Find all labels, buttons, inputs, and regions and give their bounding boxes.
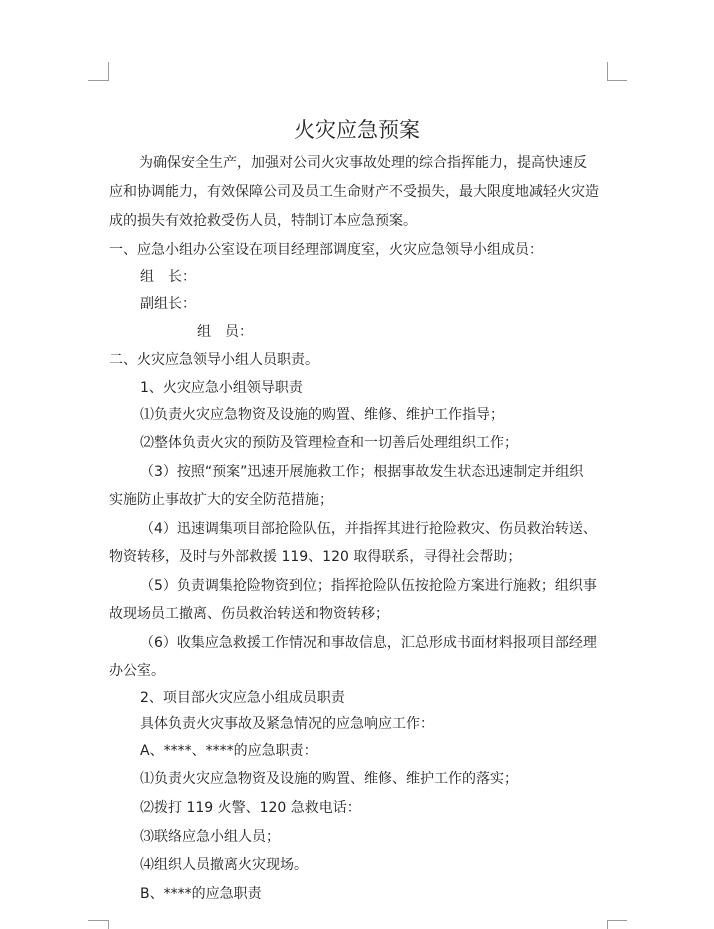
list-item: ⑵拨打 119 火警、120 急救电话： [140, 800, 361, 816]
crop-mark-top-right-h [607, 80, 627, 81]
paragraph-line: 成的损失有效抢救受伤人员，特制订本应急预案。 [109, 213, 417, 229]
list-item: （6）收集应急救援工作情况和事故信息，汇总形成书面材料报项目部经理 [140, 635, 597, 651]
paragraph-line: 故现场员工撤离、伤员救治转送和物资转移； [109, 606, 389, 622]
subsection-heading: B、****的应急职责 [140, 886, 262, 902]
crop-mark-top-left-v [108, 62, 109, 81]
list-item: ⑷组织人员撤离火灾现场。 [140, 857, 308, 873]
list-item: ⑵整体负责火灾的预防及管理检查和一切善后处理组织工作； [140, 435, 518, 451]
subsection-heading: 2、项目部火灾应急小组成员职责 [140, 690, 345, 706]
document-title: 火灾应急预案 [294, 118, 420, 142]
paragraph-line: 具体负责火灾事故及紧急情况的应急响应工作： [140, 716, 434, 732]
crop-mark-bottom-left-h [88, 920, 108, 921]
crop-mark-bottom-right-v [607, 920, 608, 929]
paragraph-line: 应和协调能力，有效保障公司及员工生命财产不受损失，最大限度地减轻火灾造 [109, 184, 599, 200]
crop-mark-bottom-right-h [607, 920, 627, 921]
list-item: （5）负责调集抢险物资到位；指挥抢险队伍按抢险方案进行施救；组织事 [140, 578, 597, 594]
paragraph-line: 组 长： [140, 269, 196, 285]
crop-mark-top-right-v [607, 62, 608, 81]
paragraph-line: 为确保安全生产，加强对公司火灾事故处理的综合指挥能力，提高快速反 [139, 155, 587, 171]
list-item: （4）迅速调集项目部抢险队伍，并指挥其进行抢险救灾、伤员救治转送、 [140, 521, 597, 537]
paragraph-line: 实施防止事故扩大的安全防范措施； [109, 492, 333, 508]
subsection-heading: 1、火灾应急小组领导职责 [140, 380, 303, 396]
crop-mark-bottom-left-v [108, 920, 109, 929]
section-heading: 二、火灾应急领导小组人员职责。 [109, 352, 319, 368]
subsection-heading: A、****、****的应急职责： [140, 743, 318, 759]
list-item: ⑴负责火灾应急物资及设施的购置、维修、维护工作的落实； [140, 771, 518, 787]
paragraph-line: 物资转移，及时与外部救援 119、120 取得联系，寻得社会帮助； [109, 549, 522, 565]
paragraph-line: 副组长： [140, 296, 196, 312]
list-item: ⑶联络应急小组人员； [140, 829, 280, 845]
list-item: （3）按照“预案”迅速开展施救工作；根据事故发生状态迅速制定并组织 [140, 464, 584, 480]
section-heading: 一、应急小组办公室设在项目经理部调度室，火灾应急领导小组成员： [109, 242, 543, 258]
paragraph-line: 办公室。 [109, 663, 165, 679]
list-item: ⑴负责火灾应急物资及设施的购置、维修、维护工作指导； [140, 407, 504, 423]
paragraph-line: 组 员： [197, 324, 253, 340]
crop-mark-top-left-h [88, 80, 108, 81]
